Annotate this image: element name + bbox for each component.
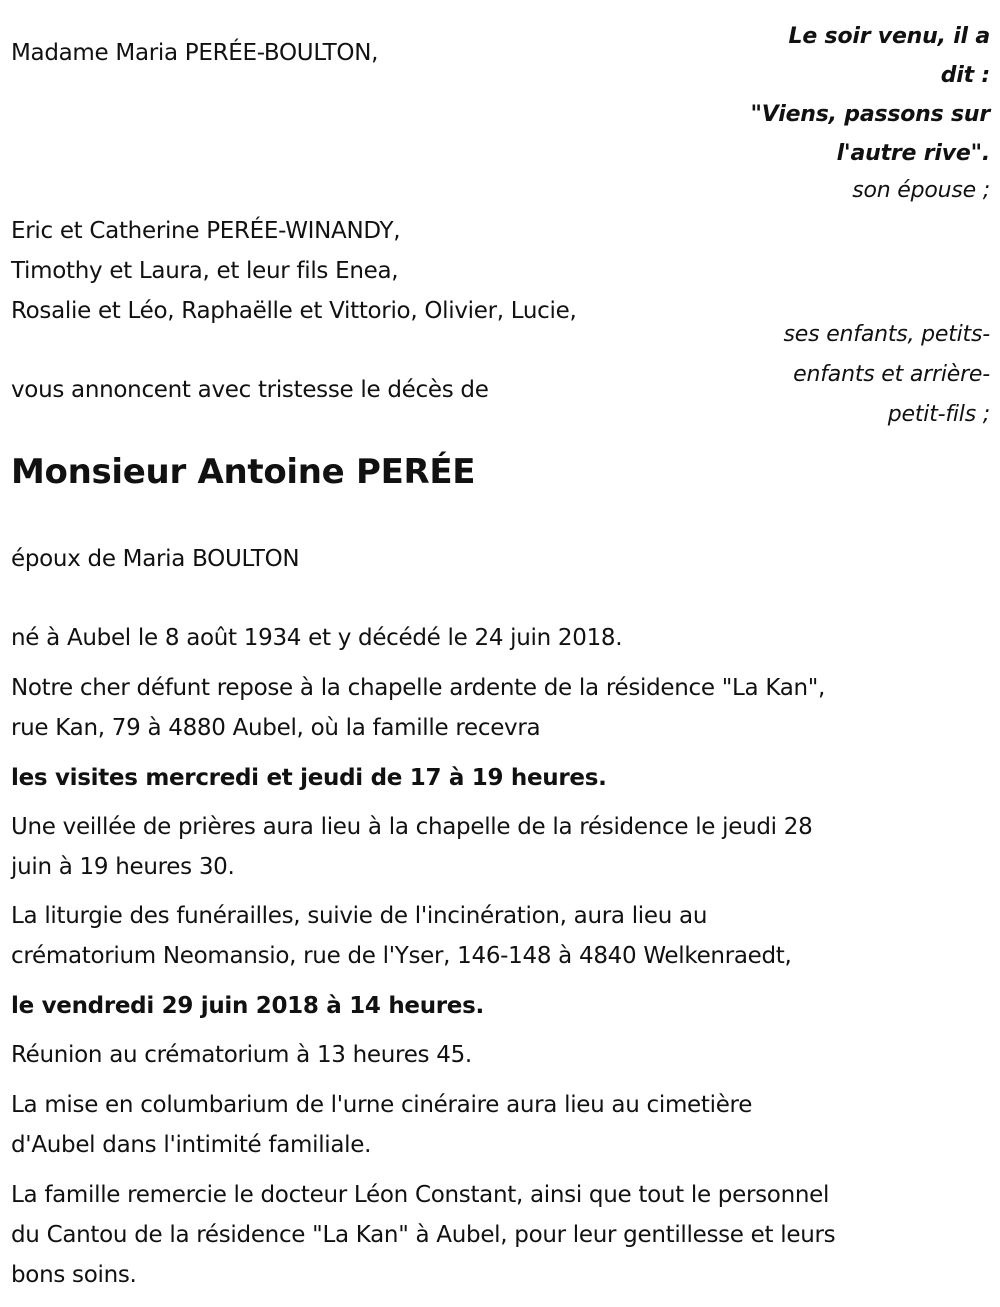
- columbarium-line: d'Aubel dans l'intimité familiale.: [11, 1132, 372, 1158]
- family-line: Rosalie et Léo, Raphaëlle et Vittorio, Olivier, Lucie,: [11, 298, 577, 324]
- spouse-line: Madame Maria PERÉE-BOULTON,: [11, 40, 379, 66]
- meeting-line: Réunion au crématorium à 13 heures 45.: [11, 1042, 472, 1068]
- liturgy-line: La liturgie des funérailles, suivie de l'incinération, aura lieu au: [11, 903, 708, 929]
- visits-line: les visites mercredi et jeudi de 17 à 19 heures.: [11, 765, 607, 791]
- thanks-line: bons soins.: [11, 1262, 137, 1288]
- vigil-line: juin à 19 heures 30.: [11, 854, 235, 880]
- family-line: Eric et Catherine PERÉE-WINANDY,: [11, 218, 401, 244]
- quote-line: l'autre rive".: [836, 141, 990, 166]
- quote-line: dit :: [940, 63, 990, 88]
- spouse-role: son épouse ;: [852, 178, 990, 203]
- thanks-line: La famille remercie le docteur Léon Constant, ainsi que tout le personnel: [11, 1182, 830, 1208]
- family-line: Timothy et Laura, et leur fils Enea,: [11, 258, 399, 284]
- quote-line: Le soir venu, il a: [788, 24, 990, 49]
- deceased-spouse: époux de Maria BOULTON: [11, 546, 300, 572]
- repose-line: rue Kan, 79 à 4880 Aubel, où la famille recevra: [11, 715, 541, 741]
- liturgy-line: crématorium Neomansio, rue de l'Yser, 146-148 à 4840 Welkenraedt,: [11, 943, 792, 969]
- announce-line: vous annoncent avec tristesse le décès de: [11, 377, 489, 403]
- deceased-name: Monsieur Antoine PERÉE: [11, 452, 476, 492]
- family-role: ses enfants, petits-: [783, 322, 990, 347]
- columbarium-line: La mise en columbarium de l'urne cinéraire aura lieu au cimetière: [11, 1092, 753, 1118]
- repose-line: Notre cher défunt repose à la chapelle ardente de la résidence "La Kan",: [11, 675, 826, 701]
- thanks-line: du Cantou de la résidence "La Kan" à Aubel, pour leur gentillesse et leurs: [11, 1222, 836, 1248]
- quote-line: "Viens, passons sur: [750, 102, 990, 127]
- birth-line: né à Aubel le 8 août 1934 et y décédé le 24 juin 2018.: [11, 625, 623, 651]
- funeral-date: le vendredi 29 juin 2018 à 14 heures.: [11, 993, 484, 1019]
- family-role: petit-fils ;: [887, 402, 990, 427]
- family-role: enfants et arrière-: [793, 362, 990, 387]
- vigil-line: Une veillée de prières aura lieu à la chapelle de la résidence le jeudi 28: [11, 814, 813, 840]
